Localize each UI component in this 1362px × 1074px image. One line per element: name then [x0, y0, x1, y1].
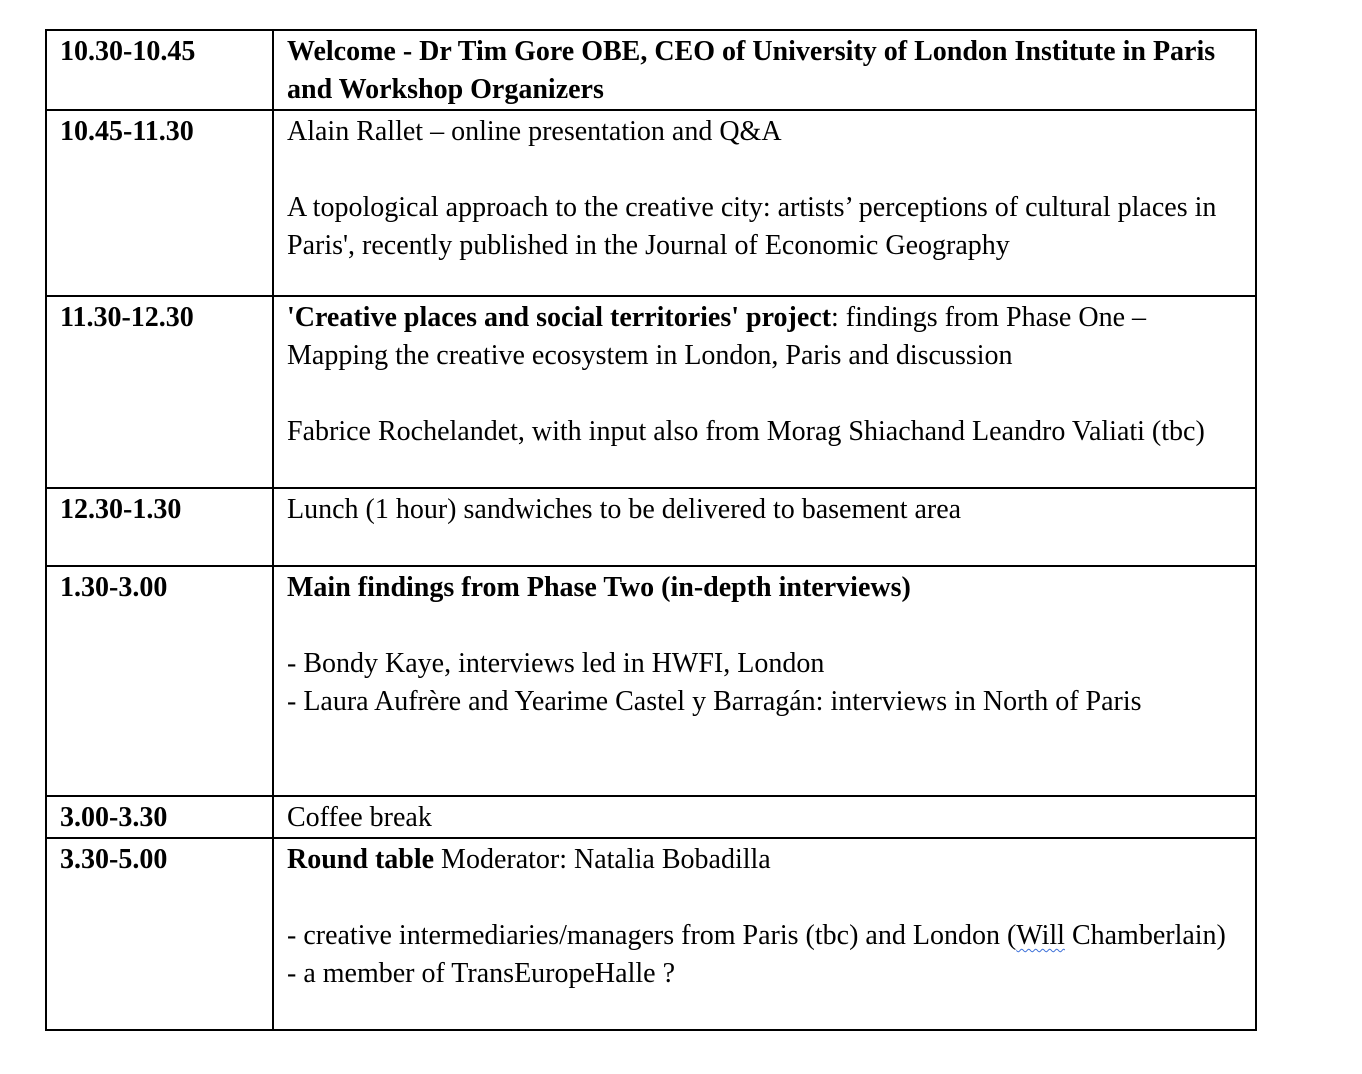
session-title: Welcome - Dr Tim Gore OBE, CEO of University of London Institute in Paris and Workshop Organizers	[287, 36, 1216, 105]
session-bullet: - Laura Aufrère and Yearime Castel y Barragán: interviews in North of Paris	[287, 686, 1142, 717]
time-cell: 3.30-5.00	[46, 838, 273, 1030]
session-cell	[273, 110, 1256, 296]
session-bullet: - a member of TransEuropeHalle ?	[287, 958, 675, 989]
session-title-rest: : findings from Phase One – Mapping the creative ecosystem in London, Paris and discussion	[287, 302, 1146, 371]
session-title-rest: Moderator: Natalia Bobadilla	[434, 844, 771, 875]
session-line: Fabrice Rochelandet, with input also from Morag Shiachand Leandro Valiati (tbc)	[287, 416, 1205, 447]
session-cell	[273, 566, 1256, 796]
time-cell: 10.45-11.30	[46, 110, 273, 296]
session-line: Lunch (1 hour) sandwiches to be delivered to basement area	[287, 494, 962, 525]
spellcheck-flagged-word: Will	[1016, 920, 1065, 951]
session-line: Coffee break	[287, 802, 432, 833]
table-row	[46, 796, 1256, 838]
time-cell: 12.30-1.30	[46, 488, 273, 566]
session-line: Alain Rallet – online presentation and Q&A	[287, 116, 782, 147]
table-row	[46, 838, 1256, 1030]
session-heading	[287, 299, 1245, 375]
session-title: Round table	[287, 844, 435, 875]
session-cell	[273, 796, 1256, 838]
table-row	[46, 566, 1256, 796]
session-heading	[287, 841, 1245, 879]
session-cell	[273, 838, 1256, 1030]
session-title: Main findings from Phase Two (in-depth interviews)	[287, 572, 911, 603]
session-bullet	[287, 917, 1245, 955]
bullet-text: Chamberlain)	[1064, 920, 1226, 951]
session-cell	[273, 296, 1256, 488]
table-row	[46, 296, 1256, 488]
time-cell: 10.30-10.45	[46, 30, 273, 110]
session-bullet: - Bondy Kaye, interviews led in HWFI, London	[287, 648, 825, 679]
table-row	[46, 30, 1256, 110]
session-title: 'Creative places and social territories' project	[287, 302, 832, 333]
time-cell: 11.30-12.30	[46, 296, 273, 488]
session-cell	[273, 488, 1256, 566]
time-cell: 1.30-3.00	[46, 566, 273, 796]
session-line: A topological approach to the creative city: artists’ perceptions of cultural places in Paris', recently published in the Journal of Economic Geography	[287, 192, 1217, 261]
bullet-text: - creative intermediaries/managers from Paris (tbc) and London (	[287, 920, 1017, 951]
table-row	[46, 488, 1256, 566]
session-cell	[273, 30, 1256, 110]
time-cell: 3.00-3.30	[46, 796, 273, 838]
table-row	[46, 110, 1256, 296]
schedule-table	[45, 29, 1257, 1031]
